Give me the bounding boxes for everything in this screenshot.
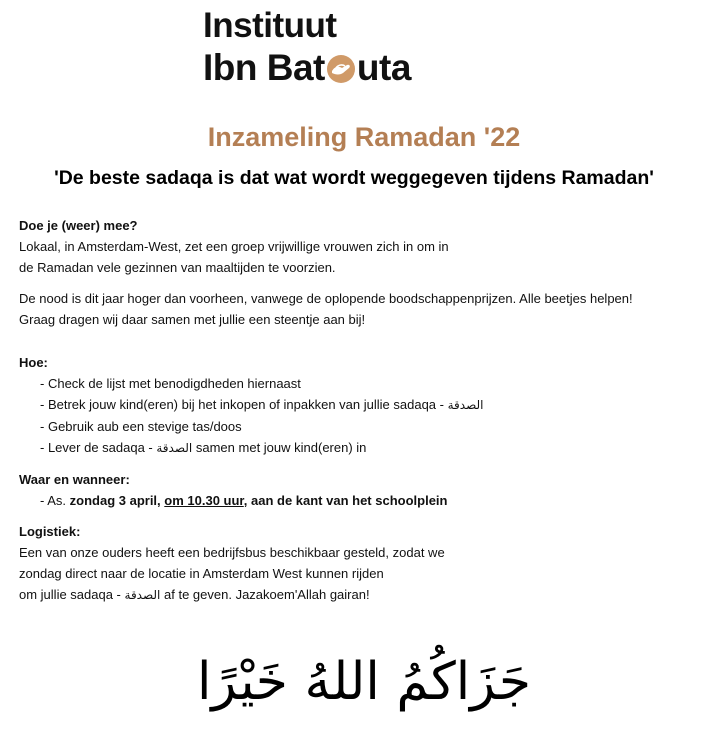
need-line: Graag dragen wij daar samen met jullie een steentje aan bij! bbox=[19, 312, 366, 327]
helping-hands-icon bbox=[326, 54, 356, 84]
how-heading: Hoe: bbox=[19, 355, 48, 370]
need-line: De nood is dit jaar hoger dan voorheen, vanwege de oplopende boodschappenprijzen. Alle beetjes helpen! bbox=[19, 291, 633, 306]
list-item: - Lever de sadaqa - الصدقة samen met jouw kind(eren) in bbox=[19, 437, 709, 459]
time-text: om 10.30 uur bbox=[164, 493, 244, 508]
logo-line-ibn-batouta bbox=[203, 48, 411, 88]
where-list bbox=[19, 490, 709, 511]
logo-line-instituut: Instituut bbox=[203, 6, 337, 45]
intro-line: Lokaal, in Amsterdam-West, zet een groep vrijwillige vrouwen zich in om in bbox=[19, 239, 449, 254]
list-item: - Gebruik aub een stevige tas/doos bbox=[19, 416, 709, 437]
list-item: - As. zondag 3 april, om 10.30 uur, aan de kant van het schoolplein bbox=[19, 490, 709, 511]
logistics-line: zondag direct naar de locatie in Amsterdam West kunnen rijden bbox=[19, 566, 384, 581]
logistics-line: Een van onze ouders heeft een bedrijfsbus beschikbaar gesteld, zodat we bbox=[19, 545, 445, 560]
page-subtitle: 'De beste sadaqa is dat wat wordt weggegeven tijdens Ramadan' bbox=[54, 167, 654, 189]
arabic-sadaqa: الصدقة bbox=[156, 441, 193, 455]
logo-text-end: uta bbox=[356, 47, 411, 88]
where-heading: Waar en wanneer: bbox=[19, 472, 130, 487]
arabic-sadaqa: الصدقة bbox=[447, 398, 484, 412]
logistics-heading: Logistiek: bbox=[19, 524, 81, 539]
intro-line: de Ramadan vele gezinnen van maaltijden te voorzien. bbox=[19, 260, 336, 275]
letter-body bbox=[19, 215, 709, 606]
logo-text-start: Ibn Bat bbox=[203, 47, 325, 88]
arabic-calligraphy: جَزَاكُمُ اللهُ خَيْرًا bbox=[196, 652, 532, 712]
list-item: - Check de lijst met benodigdheden hiernaast bbox=[19, 373, 709, 394]
list-item: - Betrek jouw kind(eren) bij het inkopen of inpakken van jullie sadaqa - الصدقة bbox=[19, 394, 709, 416]
arabic-sadaqa: الصدقة bbox=[124, 588, 161, 602]
intro-heading: Doe je (weer) mee? bbox=[19, 218, 138, 233]
how-list bbox=[19, 373, 709, 459]
logistics-line: om jullie sadaqa - الصدقة af te geven. Jazakoem'Allah gairan! bbox=[19, 587, 370, 602]
page-title: Inzameling Ramadan '22 bbox=[207, 122, 521, 152]
logo bbox=[203, 6, 473, 88]
